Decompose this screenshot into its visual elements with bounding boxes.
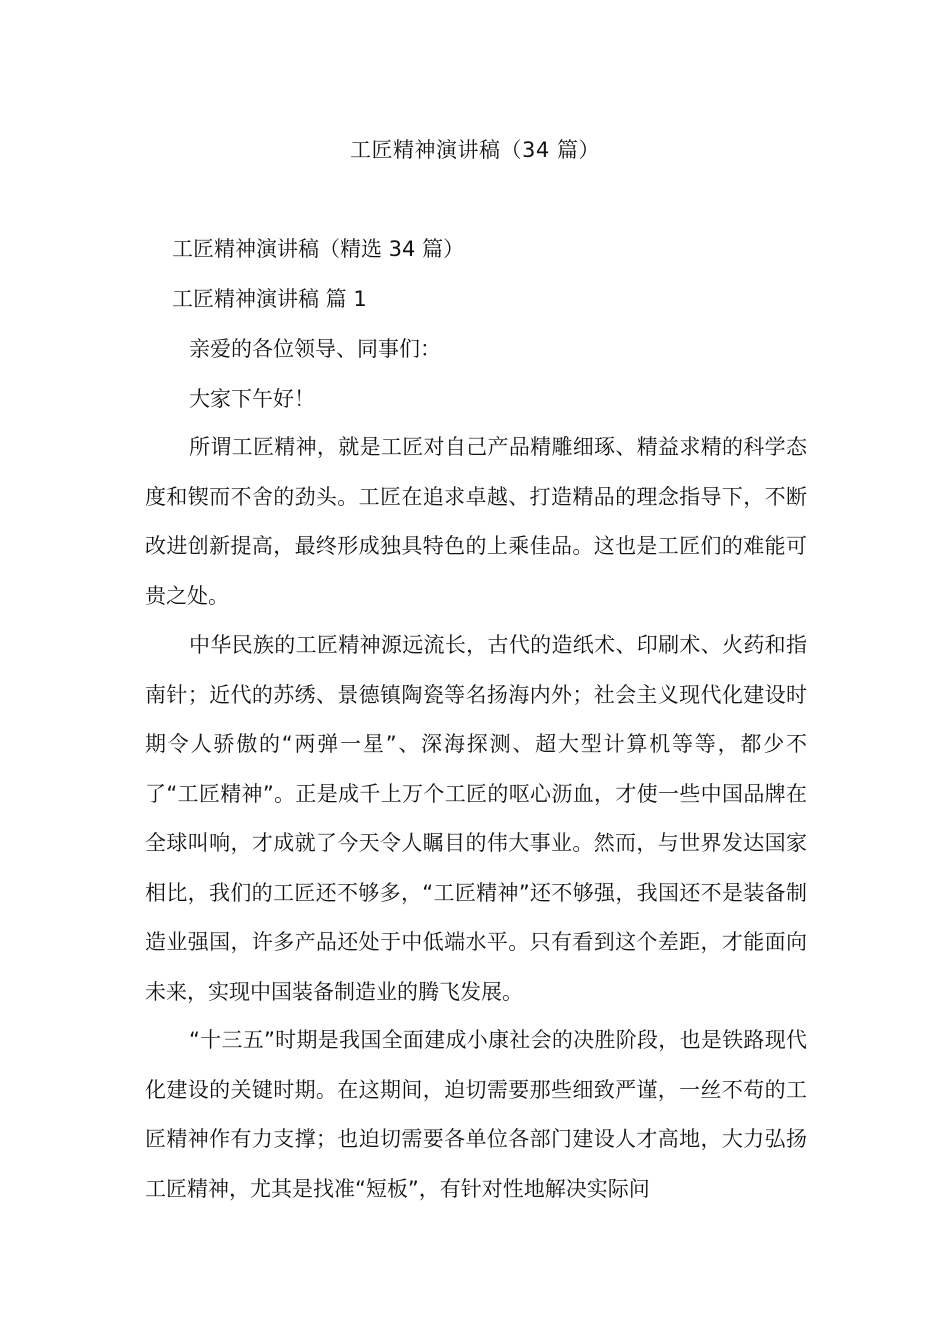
document-subtitle: 工匠精神演讲稿（精选 34 篇）	[172, 237, 465, 261]
salutation-line: 亲爱的各位领导、同事们：	[189, 337, 441, 361]
section-heading: 工匠精神演讲稿 篇 1	[172, 287, 367, 311]
document-title: 工匠精神演讲稿（34 篇）	[350, 138, 600, 162]
body-paragraph: “十三五”时期是我国全面建成小康社会的决胜阶段，也是铁路现代化建设的关键时期。在这期间，迫切需要那些细致严谨，一丝不苟的工匠精神作有力支撑；也迫切需要各单位各部门建设人才高地，大力弘扬工匠精神，尤其是找准“短板”，有针对性地解决实际问	[145, 1028, 807, 1201]
body-paragraph: 所谓工匠精神，就是工匠对自己产品精雕细琢、精益求精的科学态度和锲而不舍的劲头。工匠在追求卓越、打造精品的理念指导下，不断改进创新提高，最终形成独具特色的上乘佳品。这也是工匠们的难能可贵之处。	[145, 435, 807, 608]
body-paragraph: 中华民族的工匠精神源远流长，古代的造纸术、印刷术、火药和指南针；近代的苏绣、景德镇陶瓷等名扬海内外；社会主义现代化建设时期令人骄傲的“两弹一星”、深海探测、超大型计算机等等，都少不了“工匠精神”。正是成千上万个工匠的呕心沥血，才使一些中国品牌在全球叫响，才成就了今天令人瞩目的伟大事业。然而，与世界发达国家相比，我们的工匠还不够多，“工匠精神”还不够强，我国还不是装备制造业强国，许多产品还处于中低端水平。只有看到这个差距，才能面向未来，实现中国装备制造业的腾飞发展。	[145, 633, 807, 1004]
greeting-line: 大家下午好！	[189, 387, 315, 411]
